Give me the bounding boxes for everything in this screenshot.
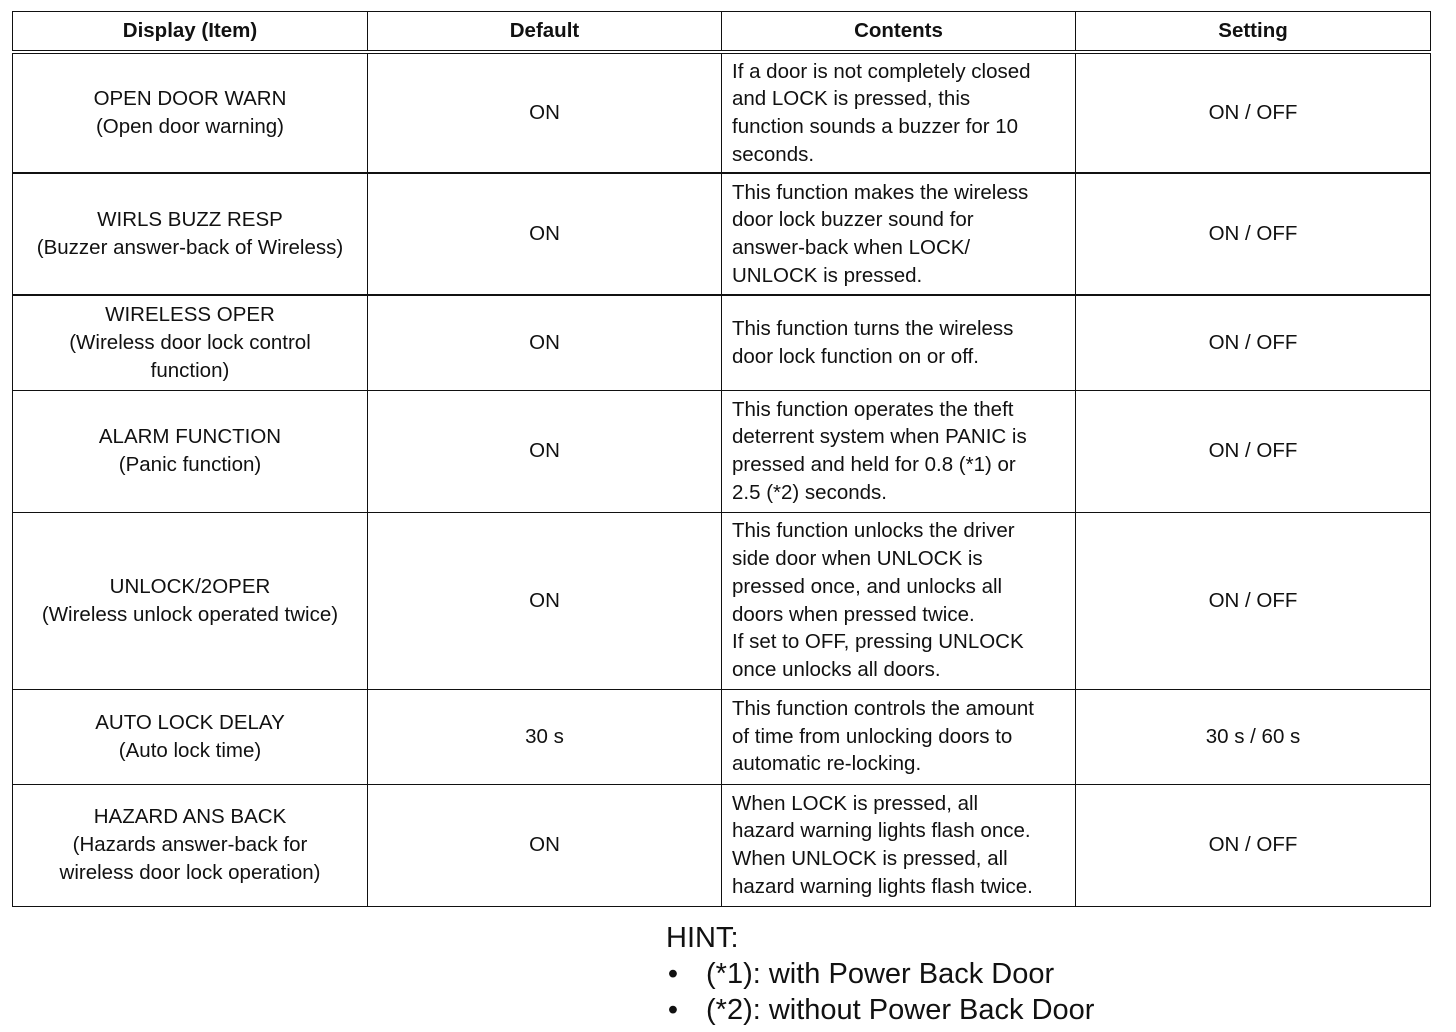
header-row xyxy=(13,12,1431,53)
settings-table xyxy=(12,11,1431,907)
hint-section xyxy=(666,920,1094,1028)
setting-value: ON / OFF xyxy=(1076,390,1431,512)
contents-cell xyxy=(722,512,1076,689)
contents-line: When LOCK is pressed, all xyxy=(732,791,979,815)
display-item-cell xyxy=(13,295,368,390)
display-item-description: (Hazards answer-back for xyxy=(72,833,308,857)
display-item-cell xyxy=(13,173,368,295)
contents-line: This function turns the wireless xyxy=(732,317,1014,341)
contents-line: answer-back when LOCK/ xyxy=(732,236,971,259)
contents-line: This function controls the amount xyxy=(732,696,1034,720)
setting-value: ON / OFF xyxy=(1076,784,1431,906)
contents-line: If a door is not completely closed xyxy=(732,59,1031,83)
header-setting: Setting xyxy=(1076,12,1431,53)
header-default: Default xyxy=(368,12,722,53)
display-item-code: WIRLS BUZZ RESP xyxy=(97,208,283,232)
bullet-icon: • xyxy=(667,958,679,990)
contents-line: of time from unlocking doors to xyxy=(732,724,1013,748)
contents-line: 2.5 (*2) seconds. xyxy=(732,480,887,504)
table-row xyxy=(13,689,1431,784)
contents-cell xyxy=(722,173,1076,295)
contents-line: pressed once, and unlocks all xyxy=(732,574,1003,598)
default-value: ON xyxy=(368,173,722,295)
contents-line: If set to OFF, pressing UNLOCK xyxy=(732,630,1024,654)
contents-line: door lock buzzer sound for xyxy=(732,208,974,232)
contents-line: This function unlocks the driver xyxy=(732,519,1015,543)
display-item-description: (Wireless door lock control xyxy=(69,330,311,354)
contents-line: hazard warning lights flash once. xyxy=(732,819,1031,843)
contents-line: door lock function on or off. xyxy=(732,344,979,368)
table-row xyxy=(13,512,1431,689)
display-item-cell xyxy=(13,390,368,512)
table-row xyxy=(13,173,1431,295)
display-item-code: AUTO LOCK DELAY xyxy=(95,710,285,734)
default-value: ON xyxy=(368,295,722,390)
contents-line: pressed and held for 0.8 (*1) or xyxy=(732,453,1016,476)
setting-value: 30 s / 60 s xyxy=(1076,689,1431,784)
contents-line: and LOCK is pressed, this xyxy=(732,87,971,111)
contents-line: side door when UNLOCK is xyxy=(732,547,983,571)
contents-cell xyxy=(722,784,1076,906)
display-item-description: (Auto lock time) xyxy=(118,738,262,762)
default-value: ON xyxy=(368,390,722,512)
hint-title: HINT: xyxy=(666,922,739,954)
contents-cell xyxy=(722,390,1076,512)
contents-line: once unlocks all doors. xyxy=(732,657,941,681)
contents-line: deterrent system when PANIC is xyxy=(732,425,1027,449)
contents-line: hazard warning lights flash twice. xyxy=(732,874,1033,898)
default-value: ON xyxy=(368,512,722,689)
display-item-description: (Open door warning) xyxy=(95,115,284,138)
contents-line: automatic re-locking. xyxy=(732,752,922,776)
hint-item xyxy=(666,956,1094,992)
setting-value: ON / OFF xyxy=(1076,52,1431,173)
display-item-cell xyxy=(13,512,368,689)
contents-line: function sounds a buzzer for 10 xyxy=(732,115,1019,138)
display-item-code: UNLOCK/2OPER xyxy=(109,574,271,598)
hint-item-text: (*1): with Power Back Door xyxy=(706,958,1055,990)
default-value: ON xyxy=(368,52,722,173)
hint-item xyxy=(666,992,1094,1028)
display-item-cell xyxy=(13,689,368,784)
display-item-description: (Wireless unlock operated twice) xyxy=(41,602,339,626)
default-value: ON xyxy=(368,784,722,906)
hint-list xyxy=(666,956,1094,1028)
contents-cell xyxy=(722,689,1076,784)
contents-line: When UNLOCK is pressed, all xyxy=(732,847,1008,870)
display-item-description: wireless door lock operation) xyxy=(59,860,321,884)
contents-line: doors when pressed twice. xyxy=(732,602,975,626)
display-item-description: (Panic function) xyxy=(118,453,262,476)
display-item-code: ALARM FUNCTION xyxy=(98,425,282,449)
hint-item-text: (*2): without Power Back Door xyxy=(706,994,1095,1026)
setting-value: ON / OFF xyxy=(1076,173,1431,295)
contents-line: seconds. xyxy=(732,142,815,166)
contents-line: UNLOCK is pressed. xyxy=(732,263,923,287)
contents-line: This function makes the wireless xyxy=(732,180,1029,204)
display-item-code: HAZARD ANS BACK xyxy=(93,805,287,829)
display-item-description: function) xyxy=(150,358,230,382)
bullet-icon: • xyxy=(667,994,679,1026)
display-item-cell xyxy=(13,784,368,906)
table-row xyxy=(13,784,1431,906)
contents-cell xyxy=(722,295,1076,390)
table-row xyxy=(13,52,1431,173)
table-row xyxy=(13,295,1431,390)
default-value: 30 s xyxy=(368,689,722,784)
display-item-description: (Buzzer answer-back of Wireless) xyxy=(36,236,344,259)
display-item-cell xyxy=(13,52,368,173)
table-row xyxy=(13,390,1431,512)
display-item-code: WIRELESS OPER xyxy=(105,303,275,327)
header-contents: Contents xyxy=(722,12,1076,53)
display-item-code: OPEN DOOR WARN xyxy=(93,87,287,111)
contents-cell xyxy=(722,52,1076,173)
setting-value: ON / OFF xyxy=(1076,512,1431,689)
setting-value: ON / OFF xyxy=(1076,295,1431,390)
header-display-item: Display (Item) xyxy=(13,12,368,53)
contents-line: This function operates the theft xyxy=(732,397,1014,421)
